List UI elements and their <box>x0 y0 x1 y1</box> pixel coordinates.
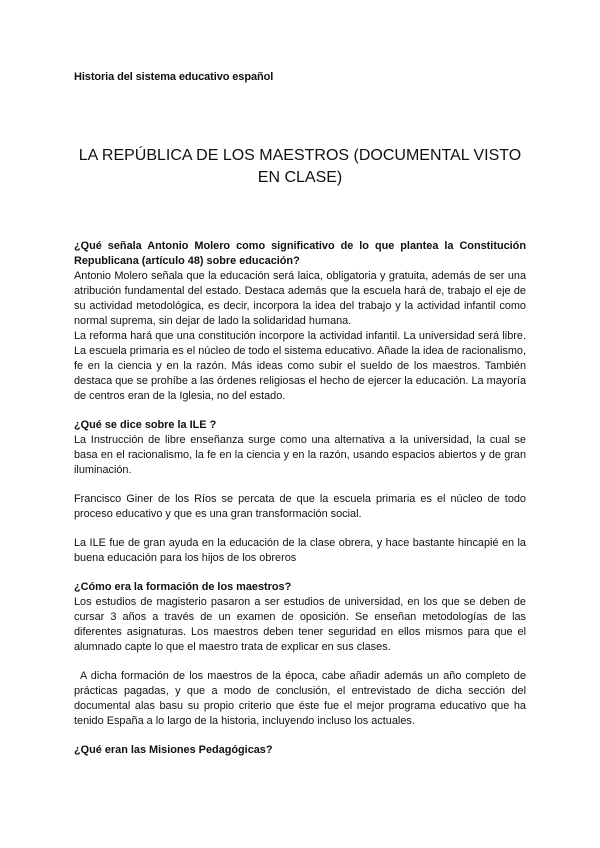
document-title: LA REPÚBLICA DE LOS MAESTROS (DOCUMENTAL VISTO EN CLASE) <box>78 147 522 186</box>
question-heading: ¿Cómo era la formación de los maestros? <box>74 581 292 593</box>
question-heading: ¿Qué se dice sobre la ILE ? <box>74 419 217 431</box>
paragraph: La ILE fue de gran ayuda en la educación de la clase obrera, y hace bastante hincapié en la buena educación para los hijos de los obreros <box>74 537 526 564</box>
question-heading: ¿Qué señala Antonio Molero como significativo de lo que plantea la Constitución Republicana (artículo 48) sobre educación? <box>74 240 526 267</box>
paragraph: La Instrucción de libre enseñanza surge como una alternativa a la universidad, la cual se basa en el racionalismo, la fe en la ciencia y en la razón, usando espacios abiertos y de gran iluminación. <box>74 434 526 476</box>
paragraph: Francisco Giner de los Ríos se percata de que la escuela primaria es el núcleo de todo proceso educativo y que es una gran transformación social. <box>74 493 526 520</box>
paragraph: Antonio Molero señala que la educación será laica, obligatoria y gratuita, además de ser una atribución fundamental del estado. Destaca además que la escuela hará de, trabajo el eje de su actividad metodológica, es decir, incorpora la idea del trabajo y la actividad infantil como normal suprema, sin dejar de lado la solidaridad humana. <box>74 270 526 327</box>
paragraph: Los estudios de magisterio pasaron a ser estudios de universidad, en los que se deben de cursar 3 años a través de un examen de oposición. Se enseñan metodologías de las diferentes asignaturas. Los maestros deben tener seguridad en ellos mismos para que el alumnado capte lo que el maestro trata de explicar en sus clases. <box>74 596 526 653</box>
paragraph: A dicha formación de los maestros de la época, cabe añadir además un año completo de prácticas pagadas, y que a modo de conclusión, el entrevistado de dicha sección del documental alas basu su propio criterio que éste fue el mejor programa educativo que ha tenido España a lo largo de la historia, incluyendo incluso los actuales. <box>74 670 526 727</box>
document-body <box>74 239 526 758</box>
paragraph: La reforma hará que una constitución incorpore la actividad infantil. La universidad será libre. La escuela primaria es el núcleo de todo el sistema educativo. Añade la idea de racionalismo, fe en la ciencia y en la razón. Más ideas como subir el sueldo de los maestros. También destaca que se prohíbe a las órdenes religiosas el hecho de ejercer la educación. La mayoría de centros eran de la Iglesia, no del estado. <box>74 330 526 402</box>
document-header: Historia del sistema educativo español <box>74 71 274 83</box>
question-heading: ¿Qué eran las Misiones Pedagógicas? <box>74 744 273 756</box>
